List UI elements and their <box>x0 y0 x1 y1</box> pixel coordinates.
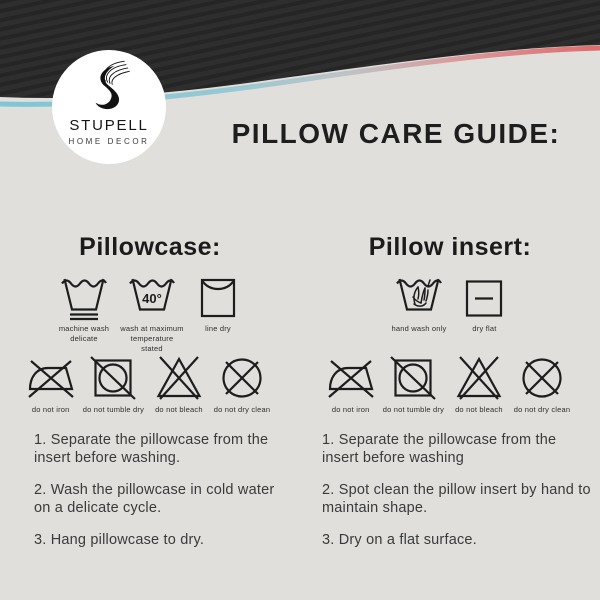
stupell-swirl-icon <box>80 59 138 115</box>
step-text: 1. Separate the pillowcase from the insert before washing. <box>34 432 269 467</box>
pillowcase-steps <box>0 431 300 549</box>
pillowcase-symbols-row-2 <box>0 354 300 416</box>
line-dry-icon <box>194 275 242 321</box>
do-not-iron-icon <box>27 354 75 402</box>
do-not-dry-clean-icon <box>518 354 566 402</box>
step-text: 3. Dry on a flat surface. <box>322 531 477 548</box>
page-title: PILLOW CARE GUIDE: <box>231 118 561 149</box>
care-symbol-label: do not bleach <box>455 405 503 414</box>
pillowcase-symbols-row-1 <box>0 275 300 353</box>
pillow-insert-steps <box>300 431 600 549</box>
care-symbol-do-not-iron <box>27 354 75 415</box>
care-columns <box>0 233 600 562</box>
care-symbol-label: dry flat <box>472 324 497 333</box>
care-symbol-label: machine wash delicate <box>58 324 110 343</box>
care-symbol-label: do not tumble dry <box>82 405 145 414</box>
step-text: 2. Spot clean the pillow insert by hand to maintain shape. <box>322 481 591 517</box>
pillow-insert-symbols-row-1 <box>300 275 600 345</box>
care-symbol-do-not-iron <box>327 354 375 415</box>
care-symbol-machine-wash-delicate <box>58 275 110 344</box>
care-symbol-label: wash at maximum temperature stated <box>120 324 184 353</box>
care-symbol-label: do not iron <box>331 405 370 414</box>
care-symbol-label: do not dry clean <box>213 405 271 414</box>
pillowcase-column <box>0 233 300 562</box>
hand-wash-only-icon <box>395 275 443 321</box>
care-symbol-do-not-bleach <box>452 354 506 415</box>
care-symbol-do-not-tumble-dry <box>80 354 147 415</box>
care-symbol-dry-flat <box>460 275 508 334</box>
wash-temperature-value: 40° <box>142 291 162 306</box>
care-symbol-label: do not dry clean <box>513 405 571 414</box>
care-symbol-do-not-tumble-dry <box>380 354 447 415</box>
machine-wash-delicate-icon <box>60 275 108 321</box>
care-symbol-wash-max-temperature <box>119 275 185 353</box>
care-symbol-hand-wash-only <box>392 275 447 334</box>
pillow-insert-column <box>300 233 600 562</box>
care-symbol-do-not-dry-clean <box>211 354 274 415</box>
care-symbol-line-dry <box>194 275 242 334</box>
brand-tagline: HOME DECOR <box>68 137 150 146</box>
pillowcase-heading: Pillowcase: <box>79 233 221 261</box>
care-symbol-label: do not iron <box>31 405 70 414</box>
care-symbol-do-not-dry-clean <box>511 354 574 415</box>
wash-max-temperature-icon <box>128 275 176 321</box>
do-not-tumble-dry-icon <box>89 354 137 402</box>
pillow-insert-heading: Pillow insert: <box>368 233 532 261</box>
care-symbol-label: hand wash only <box>391 324 447 333</box>
brand-logo <box>52 50 166 164</box>
step-text: 2. Wash the pillowcase in cold water on a delicate cycle. <box>34 481 275 517</box>
pillow-insert-symbols-row-2 <box>300 354 600 416</box>
do-not-tumble-dry-icon <box>389 354 437 402</box>
step-text: 3. Hang pillowcase to dry. <box>34 531 205 548</box>
care-symbol-label: line dry <box>205 324 231 333</box>
care-symbol-do-not-bleach <box>152 354 206 415</box>
do-not-bleach-icon <box>155 354 203 402</box>
do-not-dry-clean-icon <box>218 354 266 402</box>
dry-flat-icon <box>460 275 508 321</box>
step-text: 1. Separate the pillowcase from the insert before washing <box>322 432 557 467</box>
care-symbol-label: do not bleach <box>155 405 203 414</box>
brand-name: STUPELL <box>69 117 149 134</box>
do-not-bleach-icon <box>455 354 503 402</box>
do-not-iron-icon <box>327 354 375 402</box>
care-symbol-label: do not tumble dry <box>382 405 445 414</box>
